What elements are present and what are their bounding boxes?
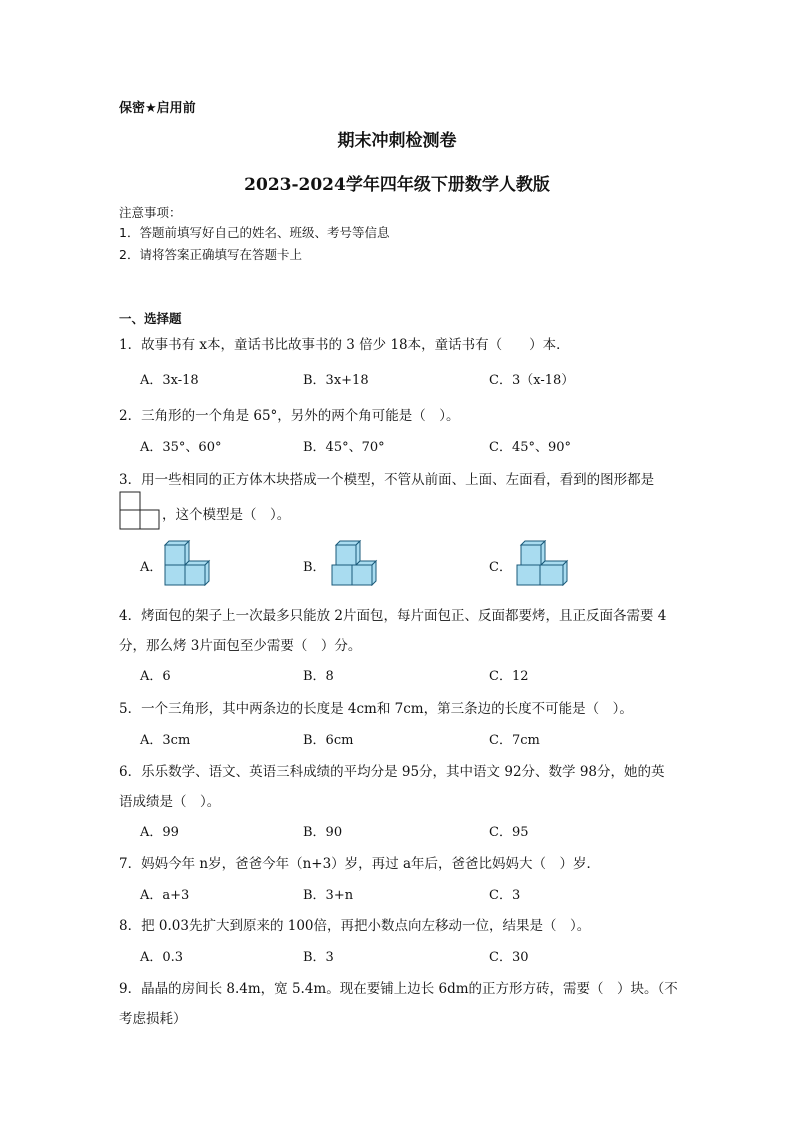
question-6-cont: 语成绩是（ ）。	[119, 794, 221, 810]
question-2: 2．三角形的一个角是 65°，另外的两个角可能是（ ）。	[119, 408, 460, 424]
option-c: C．	[489, 560, 512, 575]
option-b: B．45°、70°	[303, 440, 385, 455]
option-a: A．35°、60°	[140, 440, 222, 455]
question-6: 6．乐乐数学、语文、英语三科成绩的平均分是 95分，其中语文 92分、数学 98分，她的英	[119, 764, 665, 780]
question-4-cont: 分，那么烤 3片面包至少需要（ ）分。	[119, 638, 362, 654]
question-7: 7．妈妈今年 n岁，爸爸今年（n+3）岁，再过 a年后，爸爸比妈妈大（ ）岁．	[119, 856, 601, 872]
option-b: B．	[303, 560, 326, 575]
question-3-cont: ，这个模型是（ ）。	[162, 507, 291, 523]
question-9-cont: 考虑损耗）	[119, 1011, 187, 1027]
three-view-diagram	[119, 491, 161, 531]
option-c: C．3	[489, 888, 521, 903]
question-8: 8．把 0.03先扩大到原来的 100倍，再把小数点向左移动一位，结果是（ ）。	[119, 918, 591, 934]
option-c: C．7cm	[489, 733, 540, 748]
option-c: C．12	[489, 669, 529, 684]
option-c: C．3（x-18）	[489, 373, 575, 388]
option-a: A．99	[140, 825, 179, 840]
option-b: B．3x+18	[303, 373, 369, 388]
cube-model-a-icon	[163, 540, 211, 586]
confidential-label: 保密★启用前	[119, 101, 196, 116]
notice-heading: 注意事项：	[119, 205, 182, 220]
question-1: 1．故事书有 x本，童话书比故事书的 3 倍少 18本，童话书有（ ）本．	[119, 337, 570, 353]
notice-item: 2．请将答案正确填写在答题卡上	[119, 247, 302, 262]
question-4: 4．烤面包的架子上一次最多只能放 2片面包，每片面包正、反面都要烤，且正反面各需要 4	[119, 608, 667, 624]
cube-model-c-icon	[515, 540, 569, 586]
option-b: B．90	[303, 825, 343, 840]
option-b: B．6cm	[303, 733, 354, 748]
section-heading: 一、选择题	[119, 311, 182, 326]
cube-model-b-icon	[330, 540, 378, 586]
option-a: A．3cm	[140, 733, 191, 748]
option-c: C．45°、90°	[489, 440, 572, 455]
option-a: A．6	[140, 669, 171, 684]
question-9: 9．晶晶的房间长 8.4m，宽 5.4m。现在要铺上边长 6dm的正方形方砖，需要（ ）块。（不	[119, 981, 678, 997]
exam-title: 期末冲刺检测卷	[337, 131, 457, 151]
option-a: A．	[140, 560, 163, 575]
option-a: A．a+3	[140, 888, 190, 903]
option-b: B．3	[303, 950, 334, 965]
option-c: C．30	[489, 950, 529, 965]
option-b: B．3+n	[303, 888, 354, 903]
exam-subtitle: 2023-2024学年四年级下册数学人教版	[244, 175, 550, 195]
option-a: A．3x-18	[140, 373, 199, 388]
question-3: 3．用一些相同的正方体木块搭成一个模型，不管从前面、上面、左面看，看到的图形都是	[119, 472, 655, 488]
option-c: C．95	[489, 825, 529, 840]
option-a: A．0.3	[140, 950, 184, 965]
option-b: B．8	[303, 669, 334, 684]
notice-item: 1．答题前填写好自己的姓名、班级、考号等信息	[119, 225, 390, 240]
question-5: 5．一个三角形，其中两条边的长度是 4cm和 7cm，第三条边的长度不可能是（ ）。	[119, 701, 633, 717]
